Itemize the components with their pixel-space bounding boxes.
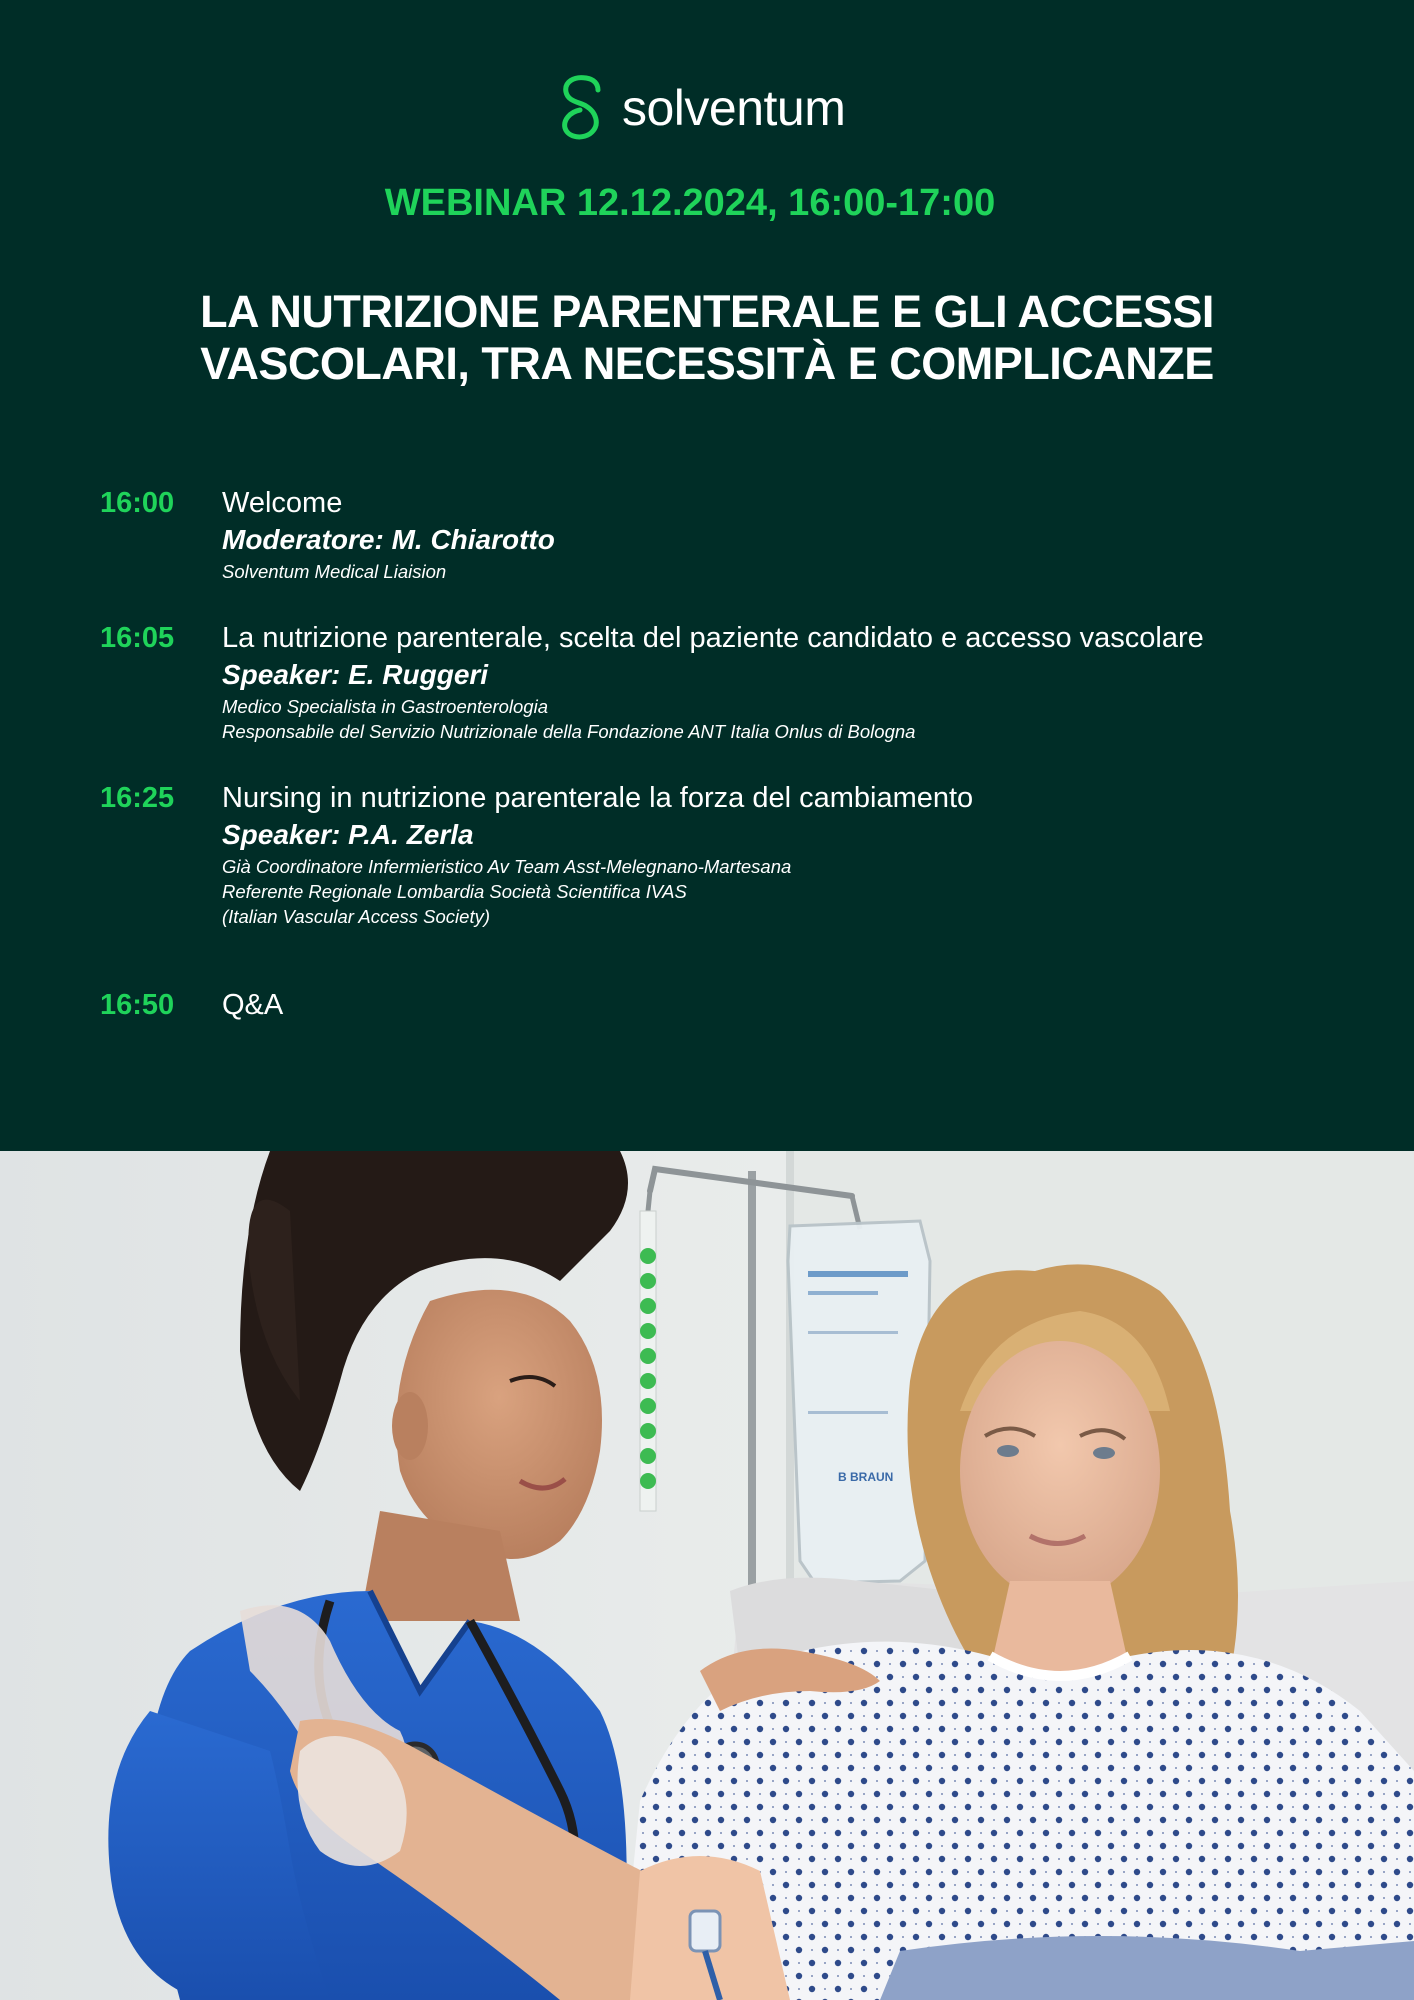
solventum-s-icon	[556, 72, 608, 144]
agenda-body	[222, 780, 1392, 929]
title-line-2: VASCOLARI, TRA NECESSITÀ E COMPLICANZE	[200, 338, 1214, 389]
agenda-affiliation: Già Coordinatore Infermieristico Av Team Asst-Melegnano-Martesana	[222, 856, 792, 877]
solventum-logo	[556, 72, 845, 144]
photo-illustration	[0, 1151, 1414, 2000]
agenda-speaker: Moderatore: M. Chiarotto	[222, 524, 555, 555]
agenda-affiliation: (Italian Vascular Access Society)	[222, 906, 491, 927]
agenda-time: 16:25	[100, 782, 175, 814]
webinar-date: WEBINAR 12.12.2024, 16:00-17:00	[384, 182, 996, 224]
agenda-affiliation: Medico Specialista in Gastroenterologia	[222, 696, 548, 717]
agenda-time: 16:05	[100, 622, 175, 654]
agenda-body	[222, 485, 1392, 584]
agenda-affiliation: Solventum Medical Liaision	[222, 561, 447, 582]
agenda-topic: Nursing in nutrizione parenterale la forza del cambiamento	[222, 782, 974, 814]
agenda-body	[222, 987, 1392, 1023]
agenda-topic: Q&A	[222, 989, 284, 1021]
agenda-time: 16:50	[100, 989, 175, 1021]
svg-text:B BRAUN: B BRAUN	[838, 1470, 894, 1484]
title-line-1: LA NUTRIZIONE PARENTERALE E GLI ACCESSI	[200, 286, 1214, 337]
agenda-topic: Welcome	[222, 487, 343, 519]
agenda-affiliation: Responsabile del Servizio Nutrizionale della Fondazione ANT Italia Onlus di Bologna	[222, 721, 916, 742]
agenda-body	[222, 620, 1392, 744]
agenda-affiliation: Referente Regionale Lombardia Società Scientifica IVAS	[222, 881, 687, 902]
tubing	[640, 1211, 656, 1511]
agenda-time: 16:00	[100, 487, 175, 519]
nurse-with-patient-photo	[0, 1151, 1414, 2000]
agenda-topic: La nutrizione parenterale, scelta del paziente candidato e accesso vascolare	[222, 622, 1204, 654]
agenda-speaker: Speaker: P.A. Zerla	[222, 819, 474, 850]
page-title	[0, 286, 1414, 390]
agenda-speaker: Speaker: E. Ruggeri	[222, 659, 489, 690]
brand-name: solventum	[622, 80, 846, 136]
